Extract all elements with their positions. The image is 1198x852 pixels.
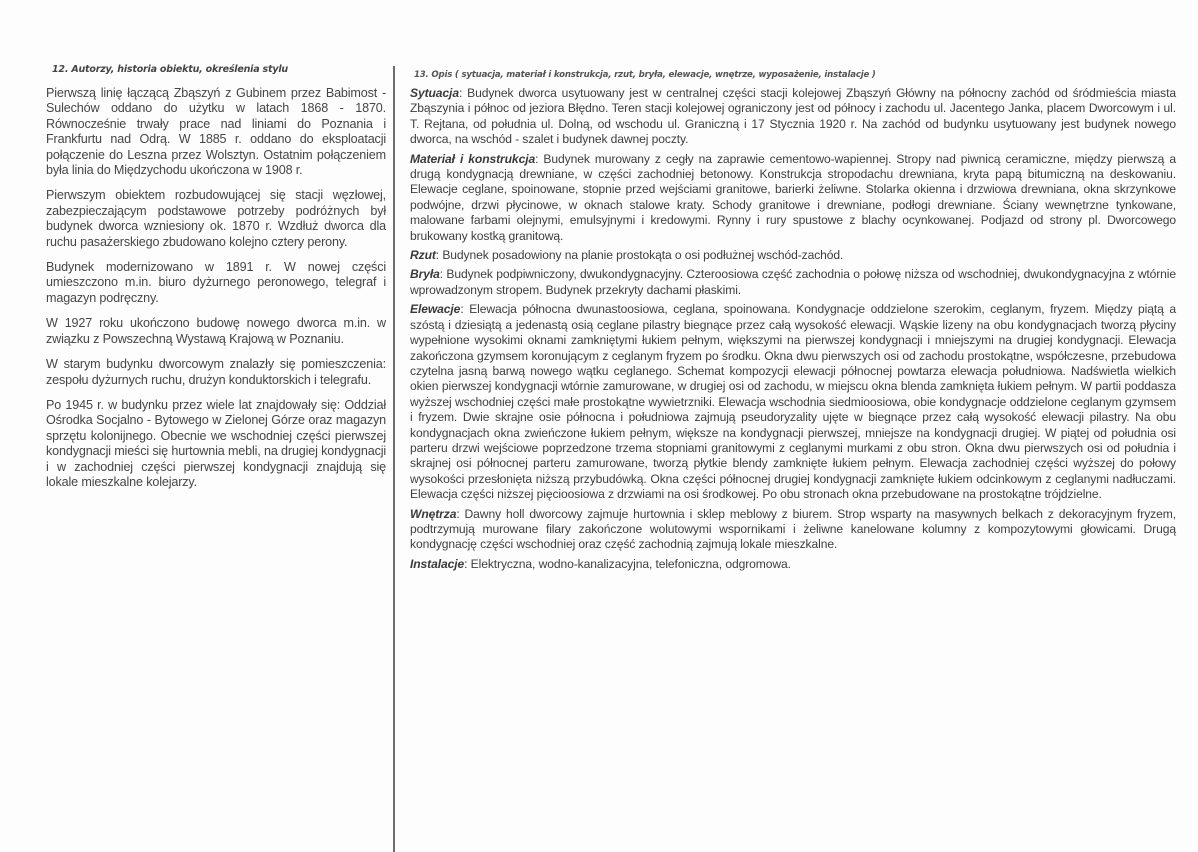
- entry-label: Instalacje: [410, 556, 465, 571]
- description-entry-elewacje: [410, 302, 1176, 502]
- history-paragraph: Pierwszym obiektem rozbudowującej się stacji węzłowej, zabezpieczającym podstawowe potrzeby podróżnych był budynek dworca wzniesiony ok. 1870 r. Wzdłuż dworca dla ruchu pasażerskiego zbudowano kolejno cztery perony.: [46, 188, 386, 249]
- description-entry-rzut: [410, 248, 1176, 263]
- history-paragraph: Pierwszą linię łączącą Zbąszyń z Gubinem przez Babimost - Sulechów oddano do użytku w latach 1868 - 1870. Równocześnie trwały prace nad liniami do Poznania i Frankfurtu nad Odrą. W 1885 r. oddano do eksploatacji połączenie do Leszna przez Wolsztyn. Ostatnim połączeniem była linia do Międzychodu ukończona w 1908 r.: [46, 86, 386, 178]
- entry-text: : Dawny holl dworcowy zajmuje hurtownia i sklep meblowy z biurem. Strop wsparty na masywnych belkach z dekoracyjnym fryzem, podtrzymują murowane filary zakończone wolutowymi wspornikami i żeliwne kanelowane kolumny z kompozytowymi głowicami. Drugą kondygnację części wschodniej oraz część zachodnią zajmują lokale mieszkalne.: [410, 506, 1176, 552]
- entry-label: Wnętrza: [410, 506, 457, 521]
- section-13-heading: 13. Opis ( sytuacja, materiał i konstrukcja, rzut, bryła, elewacje, wnętrze, wyposażenie, instalacje ): [414, 70, 876, 80]
- entry-text: : Budynek murowany z cegły na zaprawie cementowo-wapiennej. Stropy nad piwnicą ceramiczne, między pierwszą a drugą kondygnacją drewniane, w części zachodniej betonowy. Konstrukcja stropodachu drewniana, kryta papą bitumiczną na deskowaniu. Elewacje ceglane, spoinowane, stopnie przed wejściami granitowe, barierki żeliwne. Stolarka okienna i drzwiowa drewniana, okna skrzynkowe podwójne, drzwi płycinowe, w oknach stalowe kraty. Schody granitowe i drewniane, podłogi drewniane. Ściany wewnętrzne tynkowane, malowane farbami olejnymi, emulsyjnymi i kredowymi. Rynny i rury spustowe z blachy ocynkowanej. Podjazd od strony pl. Dworcowego brukowany kostką granitową.: [410, 151, 1176, 243]
- history-section: [46, 64, 386, 500]
- entry-text: : Elewacja północna dwunastoosiowa, ceglana, spoinowana. Kondygnacje oddzielone szerokim, ceglanym, fryzem. Między piątą a szóstą i dziesiątą a jedenastą osią ceglane pilastry biegnące przez całą wysokość elewacji. Wąskie lizeny na obu kondygnacjach tworzą płyciny wypełnione wysokimi oknami zamkniętymi łukiem pełnym, większymi na pierwszej kondygnacji i mniejszymi na drugiej kondygnacji. Elewacja zakończona gzymsem koronującym z ceglanym fryzem po środku. Okna dwu pierwszych osi od zachodu prostokątne, współczesne, przebudowa czytelna jasną barwą nowego wątku ceglanego. Schemat kompozycji elewacji północnej powtarza elewacja południowa. Nadświetla wielkich okien pierwszej kondygnacji wtórnie zamurowane, w drugiej osi od zachodu, w miejscu okna blenda zamknięta łukiem pełnym. W partii poddasza wyższej wschodniej części małe prostokątne wywietrzniki. Elewacja wschodnia siedmioosiowa, obie kondygnacje oddzielone ceglanym gzymsem i fryzem. Dwie skrajne osie północna i południowa zajmują pseudoryzality ujęte w biegnące przez całą wysokość elewacji pilastry. Na obu kondygnacjach okna zwieńczone łukiem pełnym, większe na kondygnacji pierwszej, mniejsze na kondygnacji drugiej. W piątej od południa osi parteru drzwi wejściowe poprzedzone trzema stopniami granitowymi z ceglanymi murkami z obu stron. Okna dwu pierwszych osi od południa i skrajnej osi północnej parteru zamurowane, tworzą płytkie blendy zamknięte łukiem pełnym. Elewacja zachodniej części wyższej do połowy wysokości przesłonięta niższą przybudówką. Okna części północnej drugiej kondygnacji zamknięte łukiem odcinkowym z ceglanymi nadłuczami. Elewacja części niższej pięcioosiowa z drzwiami na osi środkowej. Po obu stronach okna przebudowane na prostokątne trójdzielne.: [410, 302, 1176, 502]
- history-paragraph: Budynek modernizowano w 1891 r. W nowej części umieszczono m.in. biuro dyżurnego peronowego, telegraf i magazyn podręczny.: [46, 260, 386, 305]
- entry-text: : Budynek podpiwniczony, dwukondygnacyjny. Czteroosiowa część zachodnia o połowę niższa od wschodniej, dwukondygnacyjna z wtórnie wprowadzonym stropem. Budynek przekryty dachami płaskimi.: [410, 267, 1176, 297]
- column-divider: [393, 66, 395, 852]
- history-paragraph: W 1927 roku ukończono budowę nowego dworca m.in. w związku z Powszechną Wystawą Krajową w Poznaniu.: [46, 316, 386, 346]
- description-entry-instalacje: [410, 557, 1176, 572]
- entry-text: : Elektryczna, wodno-kanalizacyjna, telefoniczna, odgromowa.: [464, 556, 791, 571]
- entry-label: Rzut: [410, 248, 436, 263]
- description-entry-sytuacja: [410, 86, 1176, 148]
- history-paragraph: Po 1945 r. w budynku przez wiele lat znajdowały się: Oddział Ośrodka Socjalno - Bytowego w Zielonej Górze oraz magazyn sprzętu kolonijnego. Obecnie we wschodniej części pierwszej kondygnacji mieści się hurtownia mebli, na drugiej kondygnacji i w zachodniej części pierwszej kondygnacji znajdują się lokale mieszkalne kolejarzy.: [46, 397, 387, 489]
- entry-label: Sytuacja: [410, 86, 459, 100]
- section-12-heading: 12. Autorzy, historia obiektu, określenia stylu: [52, 64, 288, 75]
- entry-label: Bryła: [410, 267, 440, 282]
- history-paragraph: W starym budynku dworcowym znalazły się pomieszczenia: zespołu dyżurnych ruchu, drużyn konduktorskich i telegrafu.: [46, 357, 386, 387]
- description-section: [410, 70, 1176, 576]
- entry-text: : Budynek posadowiony na planie prostokąta o osi podłużnej wschód-zachód.: [435, 248, 844, 263]
- description-entry-bryla: [410, 267, 1176, 298]
- description-entry-material: [410, 152, 1176, 244]
- entry-label: Elewacje: [410, 302, 461, 317]
- entry-text: : Budynek dworca usytuowany jest w centralnej części stacji kolejowej Zbąszyń Główny na północny zachód od śródmieścia miasta Zbąszynia i północ od jeziora Błędno. Teren stacji kolejowej ograniczony jest od północy i zachodu ul. Jacentego Janka, placem Dworcowym i ul. T. Rejtana, od południa ul. Dolną, od wschodu ul. Graniczną i 17 Stycznia 1920 r. Na zachód od budynku usytuowany jest budynek nowego dworca, na wschód - szalet i budynek dawnej poczty.: [410, 86, 1176, 147]
- entry-label: Materiał i konstrukcja: [410, 151, 536, 166]
- description-entry-wnetrza: [410, 507, 1176, 553]
